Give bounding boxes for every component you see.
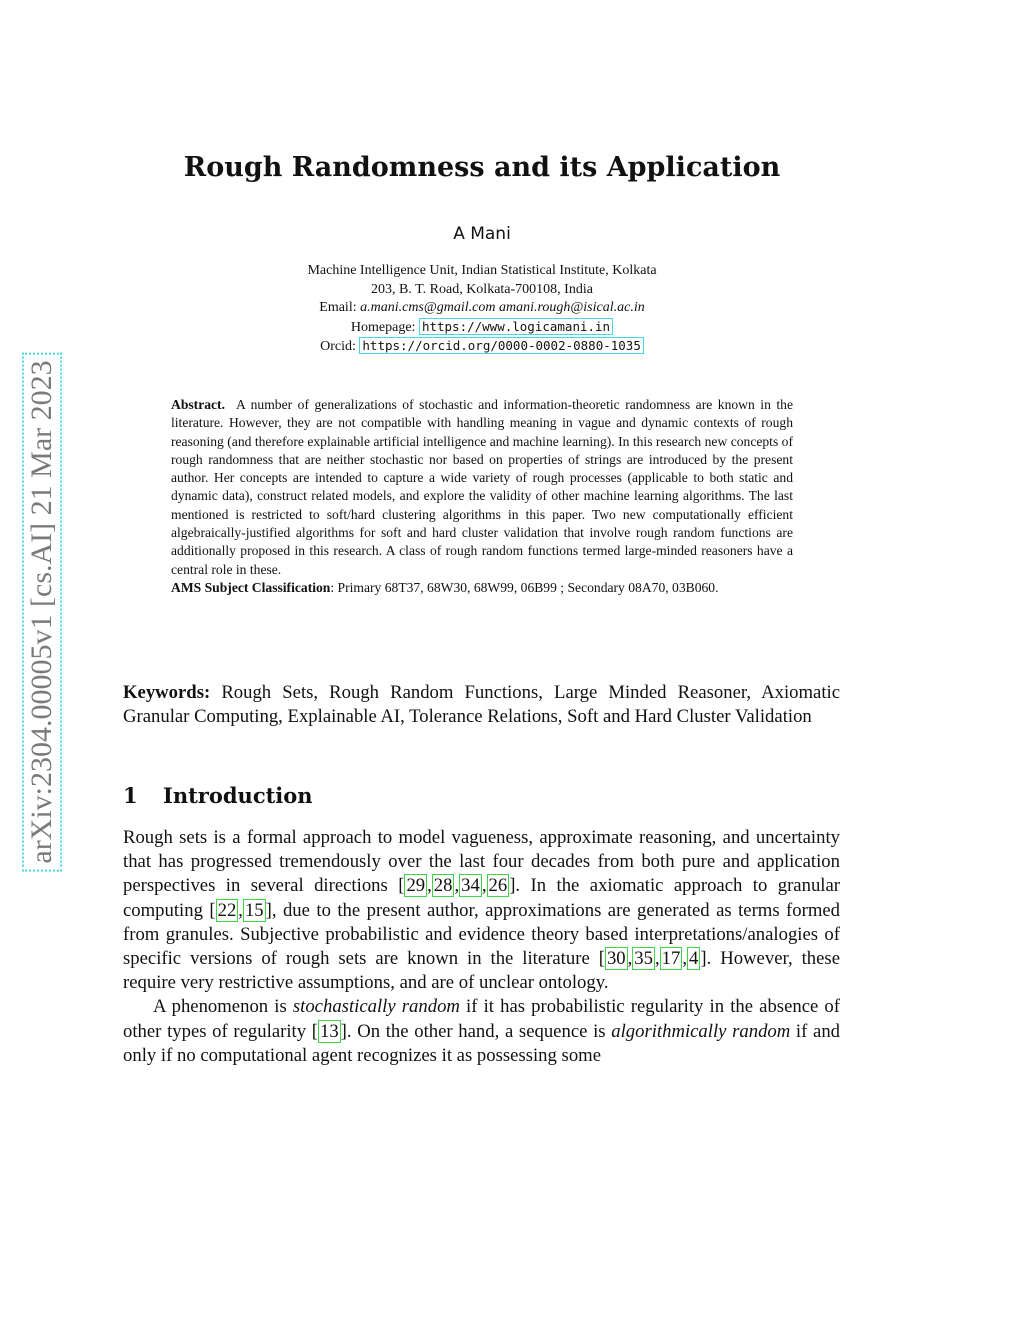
section-title: Introduction <box>163 783 313 808</box>
intro-paragraph-2 <box>123 995 840 1068</box>
intro-text: Rough sets is a formal approach to model vagueness, approximate reasoning, and uncertainty that has progressed tremendously over the last four decades from both pure and application perspectives in several directions [ <box>123 827 840 897</box>
email-line <box>0 299 964 318</box>
citation-link[interactable]: 26 <box>488 875 508 897</box>
section-number: 1 <box>123 783 138 808</box>
section-heading <box>123 783 313 808</box>
citation-link[interactable]: 13 <box>319 1020 339 1042</box>
arxiv-identifier-stamp[interactable]: arXiv:2304.00005v1 [cs.AI] 21 Mar 2023 <box>22 352 62 871</box>
ams-text: : Primary 68T37, 68W30, 68W99, 06B99 ; Secondary 08A70, 03B060. <box>330 579 719 595</box>
ams-label: AMS Subject Classification <box>171 579 331 595</box>
affiliation-line-2: 203, B. T. Road, Kolkata-700108, India <box>371 281 593 297</box>
homepage-link[interactable]: https://www.logicamani.in <box>419 318 613 335</box>
introduction-body <box>123 826 840 1068</box>
intro-text: A phenomenon is <box>153 996 293 1018</box>
intro-text: ], due to the present author, approximations are generated as terms formed from granules. Subjective probabilistic and evidence theory based interpretations/analogies of specific versions of rough sets are known in the literature [ <box>123 899 840 970</box>
intro-paragraph-1: Rough sets is a formal approach to model vagueness, approximate reasoning, and uncertainty that has progressed tremendously over the last four decades from both pure and application perspectives in several directions [ 29 , 28 , 34 , 26 ]. In the axiomatic approach to granular computing [ 22 , 15 ], due to the present author, approximations are generated as terms formed from granules. Subjective probabilistic and evidence theory based interpretations/analogies of specific versions of rough sets are known in the literature [ 30 , 35 , 17 , 4 ]. However, these require very restrictive assumptions, and are of unclear ontology. <box>123 827 841 994</box>
intro-text: if it has probabilistic regularity in the absence of other types of regularity [ <box>123 996 840 1042</box>
orcid-link[interactable]: https://orcid.org/0000-0002-0880-1035 <box>359 337 643 354</box>
citation-link[interactable]: 28 <box>433 875 453 897</box>
orcid-line <box>0 337 964 357</box>
citation-link[interactable]: 35 <box>634 948 653 970</box>
citation-link[interactable]: 15 <box>244 899 264 921</box>
emphasis-term: algorithmically random <box>611 1020 791 1042</box>
citation-link[interactable]: 29 <box>406 875 426 897</box>
intro-text: ]. However, these require very restrictive assumptions, and are of unclear ontology. <box>123 948 840 994</box>
homepage-line <box>0 318 964 338</box>
abstract-label: Abstract. <box>171 397 225 412</box>
author-name: A Mani <box>453 224 511 244</box>
citation-link[interactable]: 4 <box>689 948 699 970</box>
citation-link[interactable]: 22 <box>217 899 237 921</box>
email-addresses: a.mani.cms@gmail.com amani.rough@isical.ac.in <box>360 300 645 315</box>
paper-title: Rough Randomness and its Application <box>183 152 781 183</box>
abstract-paragraph <box>171 396 793 579</box>
abstract-text: A number of generalizations of stochastic and information-theoretic randomness are known in the literature. However, they are not compatible with handling meaning in vague and dynamic contexts of rough reasoning (and therefore explainable artificial intelligence and machine learning). In this research new concepts of rough randomness that are neither stochastic nor based on properties of strings are introduced by the present author. Her concepts are intended to capture a wide variety of rough processes (applicable to both static and dynamic data), construct related models, and explore the validity of other machine learning algorithms. The last mentioned is restricted to soft/hard clustering algorithms in this paper. Two new computationally efficient algebraically-justified algorithms for soft and hard cluster validation that involve rough random functions are additionally proposed in this research. A class of rough random functions termed large-minded reasoners have a central role in these. <box>171 397 793 577</box>
affiliation-block <box>0 262 964 357</box>
citation-link[interactable]: 17 <box>661 948 681 970</box>
affiliation-line-1: Machine Intelligence Unit, Indian Statistical Institute, Kolkata <box>307 263 657 278</box>
abstract-block <box>171 396 793 597</box>
keywords-text: Rough Sets, Rough Random Functions, Large Minded Reasoner, Axiomatic Granular Computing, Explainable AI, Tolerance Relations, Soft and Hard Cluster Validation <box>123 682 840 728</box>
intro-text: ]. In the axiomatic approach to granular computing [ <box>123 875 841 921</box>
email-label: Email: <box>319 300 361 315</box>
keywords-label: Keywords: <box>123 682 211 703</box>
citation-link[interactable]: 34 <box>461 875 480 897</box>
orcid-label: Orcid: <box>320 339 360 354</box>
intro-text: if and only if no computational agent recognizes it as possessing some <box>123 1020 841 1066</box>
intro-text: ]. On the other hand, a sequence is <box>340 1020 612 1042</box>
keywords-paragraph <box>123 681 840 729</box>
citation-link[interactable]: 30 <box>606 948 626 970</box>
homepage-label: Homepage: <box>350 319 419 335</box>
emphasis-term: stochastically random <box>292 996 460 1018</box>
ams-classification <box>171 579 793 597</box>
